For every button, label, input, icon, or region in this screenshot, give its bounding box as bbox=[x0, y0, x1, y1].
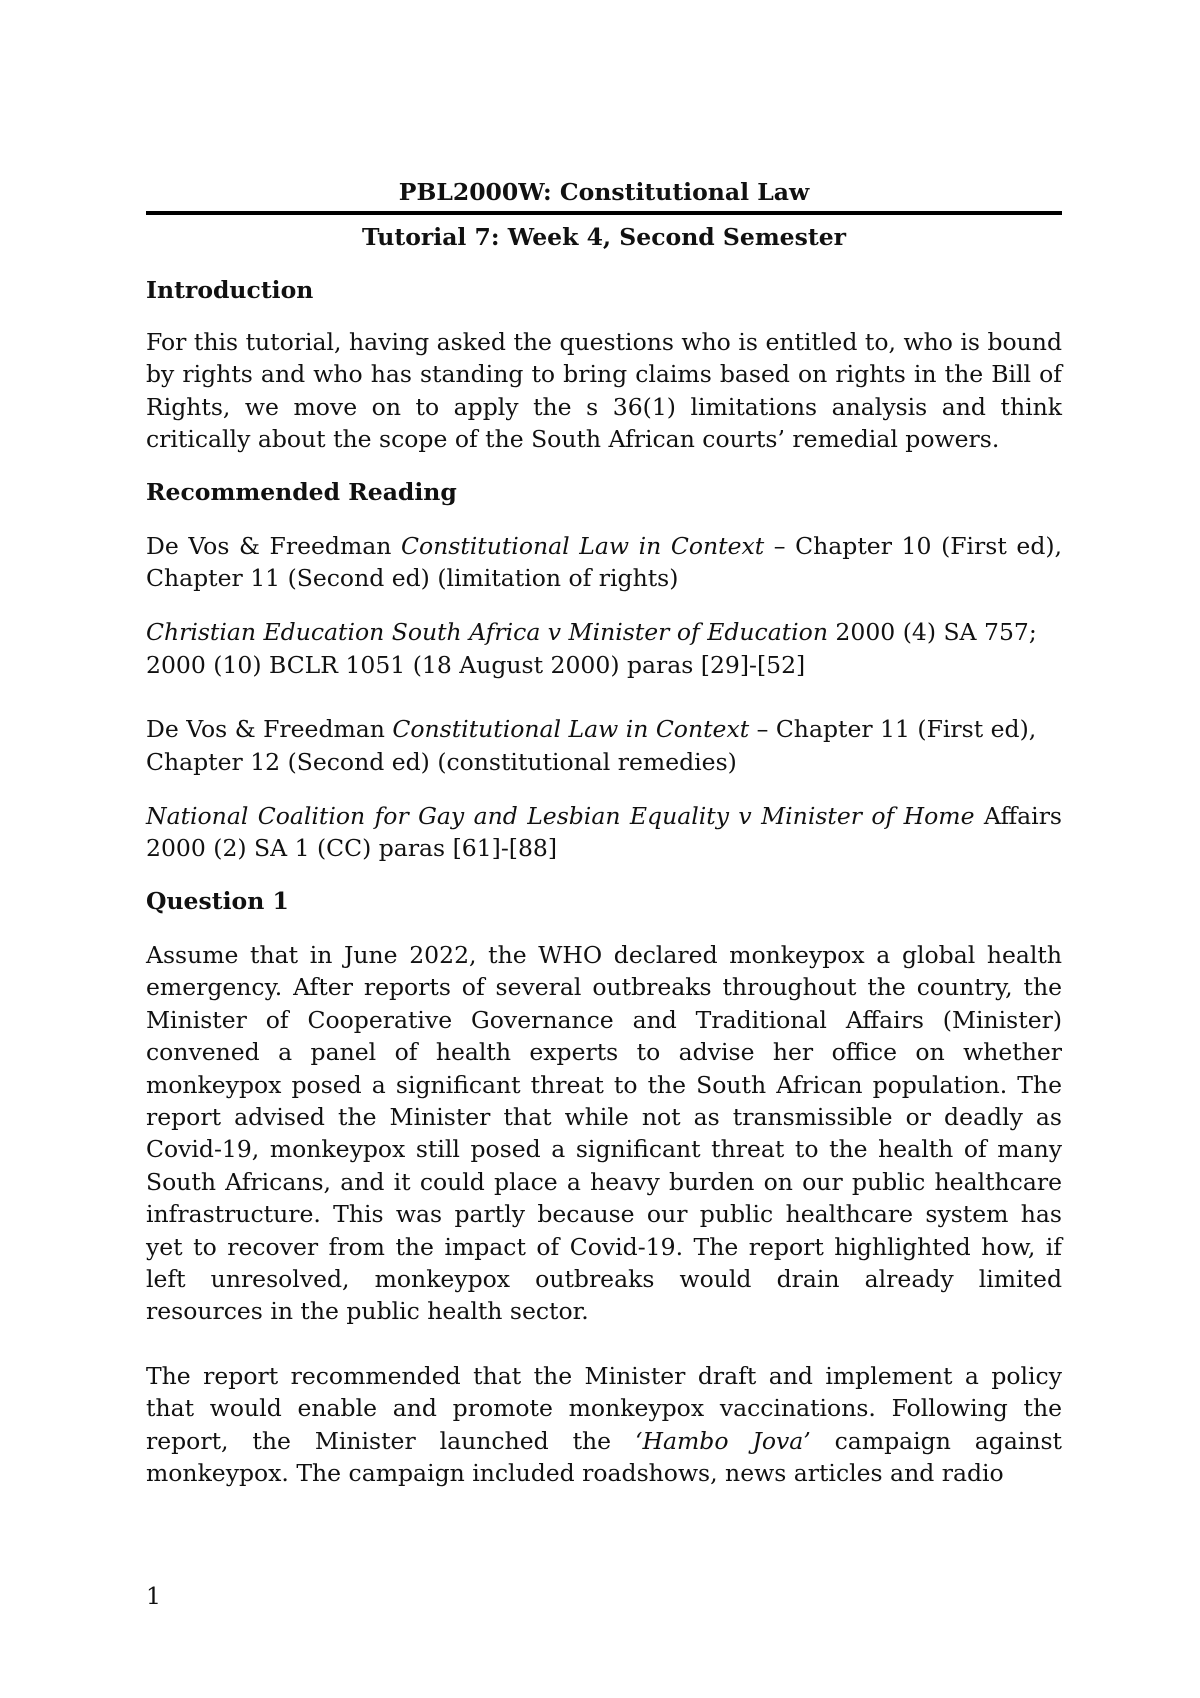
question-1-paragraph-2-post: campaign against monkeypox. The campaign included roadshows, news articles and radio bbox=[146, 1426, 1062, 1487]
question-1-paragraph-2 bbox=[146, 1360, 1062, 1490]
recommended-reading-heading: Recommended Reading bbox=[146, 477, 457, 506]
page-content bbox=[146, 176, 1062, 1489]
reading-item-2-post: 2000 (4) SA 757; 2000 (10) BCLR 1051 (18 August 2000) paras [29]-[52] bbox=[146, 618, 1037, 679]
campaign-name: ‘Hambo Jova’ bbox=[635, 1426, 811, 1455]
introduction-paragraph: For this tutorial, having asked the questions who is entitled to, who is bound by rights and who has standing to bring claims based on rights in the Bill of Rights, we move on to apply the s 36(1) limitations analysis and think critically about the scope of the South African courts’ remedial powers. bbox=[146, 328, 1062, 454]
reading-item-1-title: Constitutional Law in Context bbox=[401, 531, 765, 560]
reading-item-3-pre: De Vos & Freedman bbox=[146, 715, 393, 744]
reading-item-3-post: – Chapter 11 (First ed), Chapter 12 (Second ed) (constitutional remedies) bbox=[146, 715, 1037, 776]
reading-item-2-title: Christian Education South Africa v Minister of Education bbox=[146, 618, 828, 647]
question-1-heading: Question 1 bbox=[146, 886, 289, 915]
question-1-paragraph-1: Assume that in June 2022, the WHO declared monkeypox a global health emergency. After reports of several outbreaks throughout the country, the Minister of Cooperative Governance and Traditional Affairs (Minister) convened a panel of health experts to advise her office on whether monkeypox posed a significant threat to the South African population. The report advised the Minister that while not as transmissible or deadly as Covid-19, monkeypox still posed a significant threat to the health of many South Africans, and it could place a heavy burden on our public healthcare infrastructure. This was partly because our public healthcare system has yet to recover from the impact of Covid-19. The report highlighted how, if left unresolved, monkeypox outbreaks would drain already limited resources in the public health sector. bbox=[146, 940, 1062, 1326]
reading-item-4-post: Affairs 2000 (2) SA 1 (CC) paras [61]-[88] bbox=[146, 802, 1062, 863]
reading-item-1 bbox=[146, 530, 1062, 595]
reading-item-4 bbox=[146, 800, 1062, 865]
document-subtitle: Tutorial 7: Week 4, Second Semester bbox=[361, 223, 847, 251]
reading-item-1-post: – Chapter 10 (First ed), Chapter 11 (Second ed) (limitation of rights) bbox=[146, 531, 1063, 593]
title-rule bbox=[146, 211, 1062, 215]
reading-item-3-title: Constitutional Law in Context bbox=[392, 715, 750, 744]
introduction-heading: Introduction bbox=[146, 276, 314, 304]
reading-item-2 bbox=[146, 616, 1062, 681]
document-title: PBL2000W: Constitutional Law bbox=[398, 178, 810, 206]
reading-item-4-title: National Coalition for Gay and Lesbian Equality v Minister of Home bbox=[146, 802, 975, 831]
reading-item-1-pre: De Vos & Freedman bbox=[146, 531, 401, 560]
question-1-paragraph-2-pre: The report recommended that the Minister draft and implement a policy that would enable and promote monkeypox vaccinations. Following the report, the Minister launched the bbox=[146, 1361, 1062, 1455]
page-number: 1 bbox=[146, 1582, 161, 1610]
reading-item-3 bbox=[146, 713, 1062, 778]
